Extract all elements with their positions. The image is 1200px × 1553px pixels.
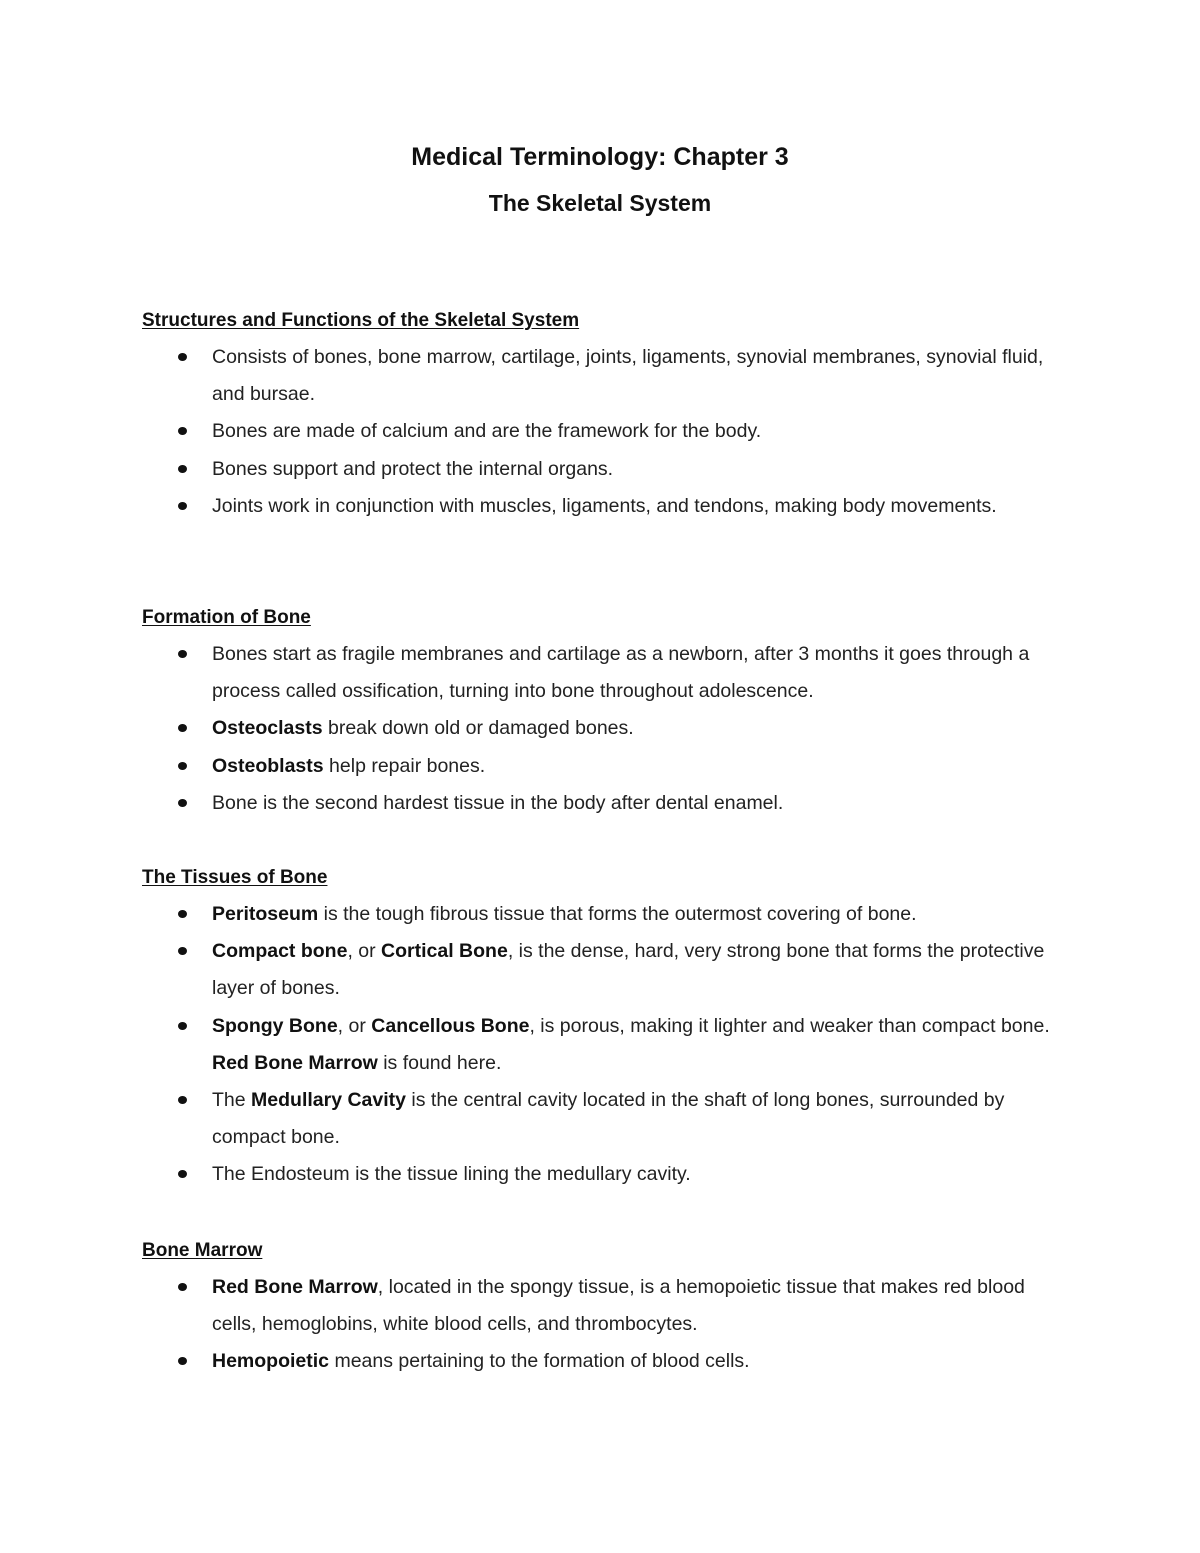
bullet-list [142,636,1072,822]
bullet-text: means pertaining to the formation of blood cells. [329,1350,750,1373]
bullet-dot-icon [178,947,187,955]
page-subtitle: The Skeletal System [488,190,712,216]
bold-term: Hemopoietic [212,1350,330,1373]
bullet-dot-icon [178,427,187,435]
bullet-dot-icon [178,353,187,361]
bullet-text: , or [337,1014,372,1037]
bold-term: Spongy Bone [212,1014,338,1037]
bullet-text: Joints work in conjunction with muscles, ligaments, and tendons, making body movements. [212,494,997,517]
bullet-item [142,1269,1072,1343]
bullet-text: help repair bones. [323,754,486,777]
bold-term: Compact bone [212,940,348,963]
bullet-text: Consists of bones, bone marrow, cartilage, joints, ligaments, synovial membranes, synovial fluid, and bursae. [212,346,1044,406]
bullet-item [142,1082,1072,1156]
bullet-dot-icon [178,502,187,510]
bold-term: Peritoseum [212,903,319,925]
bold-term: Medullary Cavity [251,1089,407,1112]
bullet-dot-icon [178,1096,187,1104]
bold-term: Osteoclasts [212,717,323,740]
section-formation-of-bone [142,607,1072,822]
bold-term: Cancellous Bone [371,1014,530,1037]
section-heading: Bone Marrow [142,1240,263,1261]
bullet-item [142,636,1072,710]
bullet-text: break down old or damaged bones. [322,717,634,740]
bullet-dot-icon [178,1357,187,1365]
bullet-text: is found here. [377,1051,502,1074]
bullet-dot-icon [178,910,187,918]
bullet-dot-icon [178,465,187,473]
bullet-item [142,785,1072,822]
bullet-dot-icon [178,1022,187,1030]
bullet-text: , is porous, making it lighter and weaker than compact bone. [529,1014,1050,1037]
bullet-text: Bones start as fragile membranes and cartilage as a newborn, after 3 months it goes through a process called ossification, turning into bone throughout adolescence. [212,643,1030,703]
bullet-list [142,1269,1072,1381]
bold-term: Red Bone Marrow [212,1051,378,1074]
bullet-text: Bones are made of calcium and are the framework for the body. [212,420,762,443]
bold-term: Red Bone Marrow [212,1276,378,1298]
bullet-item [142,1156,1072,1193]
bullet-text: The Endosteum is the tissue lining the medullary cavity. [212,1163,691,1186]
bullet-text: The [212,1089,252,1112]
bullet-dot-icon [178,762,187,770]
page-title: Medical Terminology: Chapter 3 [411,143,789,171]
bullet-dot-icon [178,799,187,807]
section-bone-marrow [142,1240,1072,1381]
bullet-item [142,748,1072,785]
bullet-item [142,1008,1072,1082]
bullet-item [142,413,1072,450]
bullet-text: , is the dense, hard, very strong bone that forms the protective layer of bones. [212,940,1045,1000]
bullet-dot-icon [178,1283,187,1291]
bullet-text: Bone is the second hardest tissue in the body after dental enamel. [212,791,784,814]
bullet-dot-icon [178,1170,187,1178]
bullet-text: is the central cavity located in the shaft of long bones, surrounded by compact bone. [212,1089,1005,1149]
bullet-item [142,933,1072,1007]
bullet-item [142,451,1072,488]
section-tissues-of-bone [142,867,1072,1194]
bullet-list [142,896,1072,1194]
bullet-item [142,488,1072,525]
section-structures-functions [142,310,1072,525]
bullet-item [142,710,1072,747]
bold-term: Osteoblasts [212,754,324,777]
bullet-item [142,339,1072,413]
bullet-text: , or [347,940,382,963]
bullet-text: , located in the spongy tissue, is a hemopoietic tissue that makes red blood cells, hemoglobins, white blood cells, and thrombocytes. [212,1276,1025,1336]
bullet-text: Bones support and protect the internal organs. [212,457,614,480]
bullet-text: is the tough fibrous tissue that forms the outermost covering of bone. [318,903,917,925]
bullet-list [142,339,1072,525]
section-heading: Formation of Bone [142,607,311,628]
bullet-dot-icon [178,724,187,732]
bold-term: Cortical Bone [381,940,508,963]
section-heading: The Tissues of Bone [142,867,328,888]
section-heading: Structures and Functions of the Skeletal System [142,310,580,331]
bullet-item [142,896,1072,933]
bullet-dot-icon [178,650,187,658]
bullet-item [142,1343,1072,1380]
